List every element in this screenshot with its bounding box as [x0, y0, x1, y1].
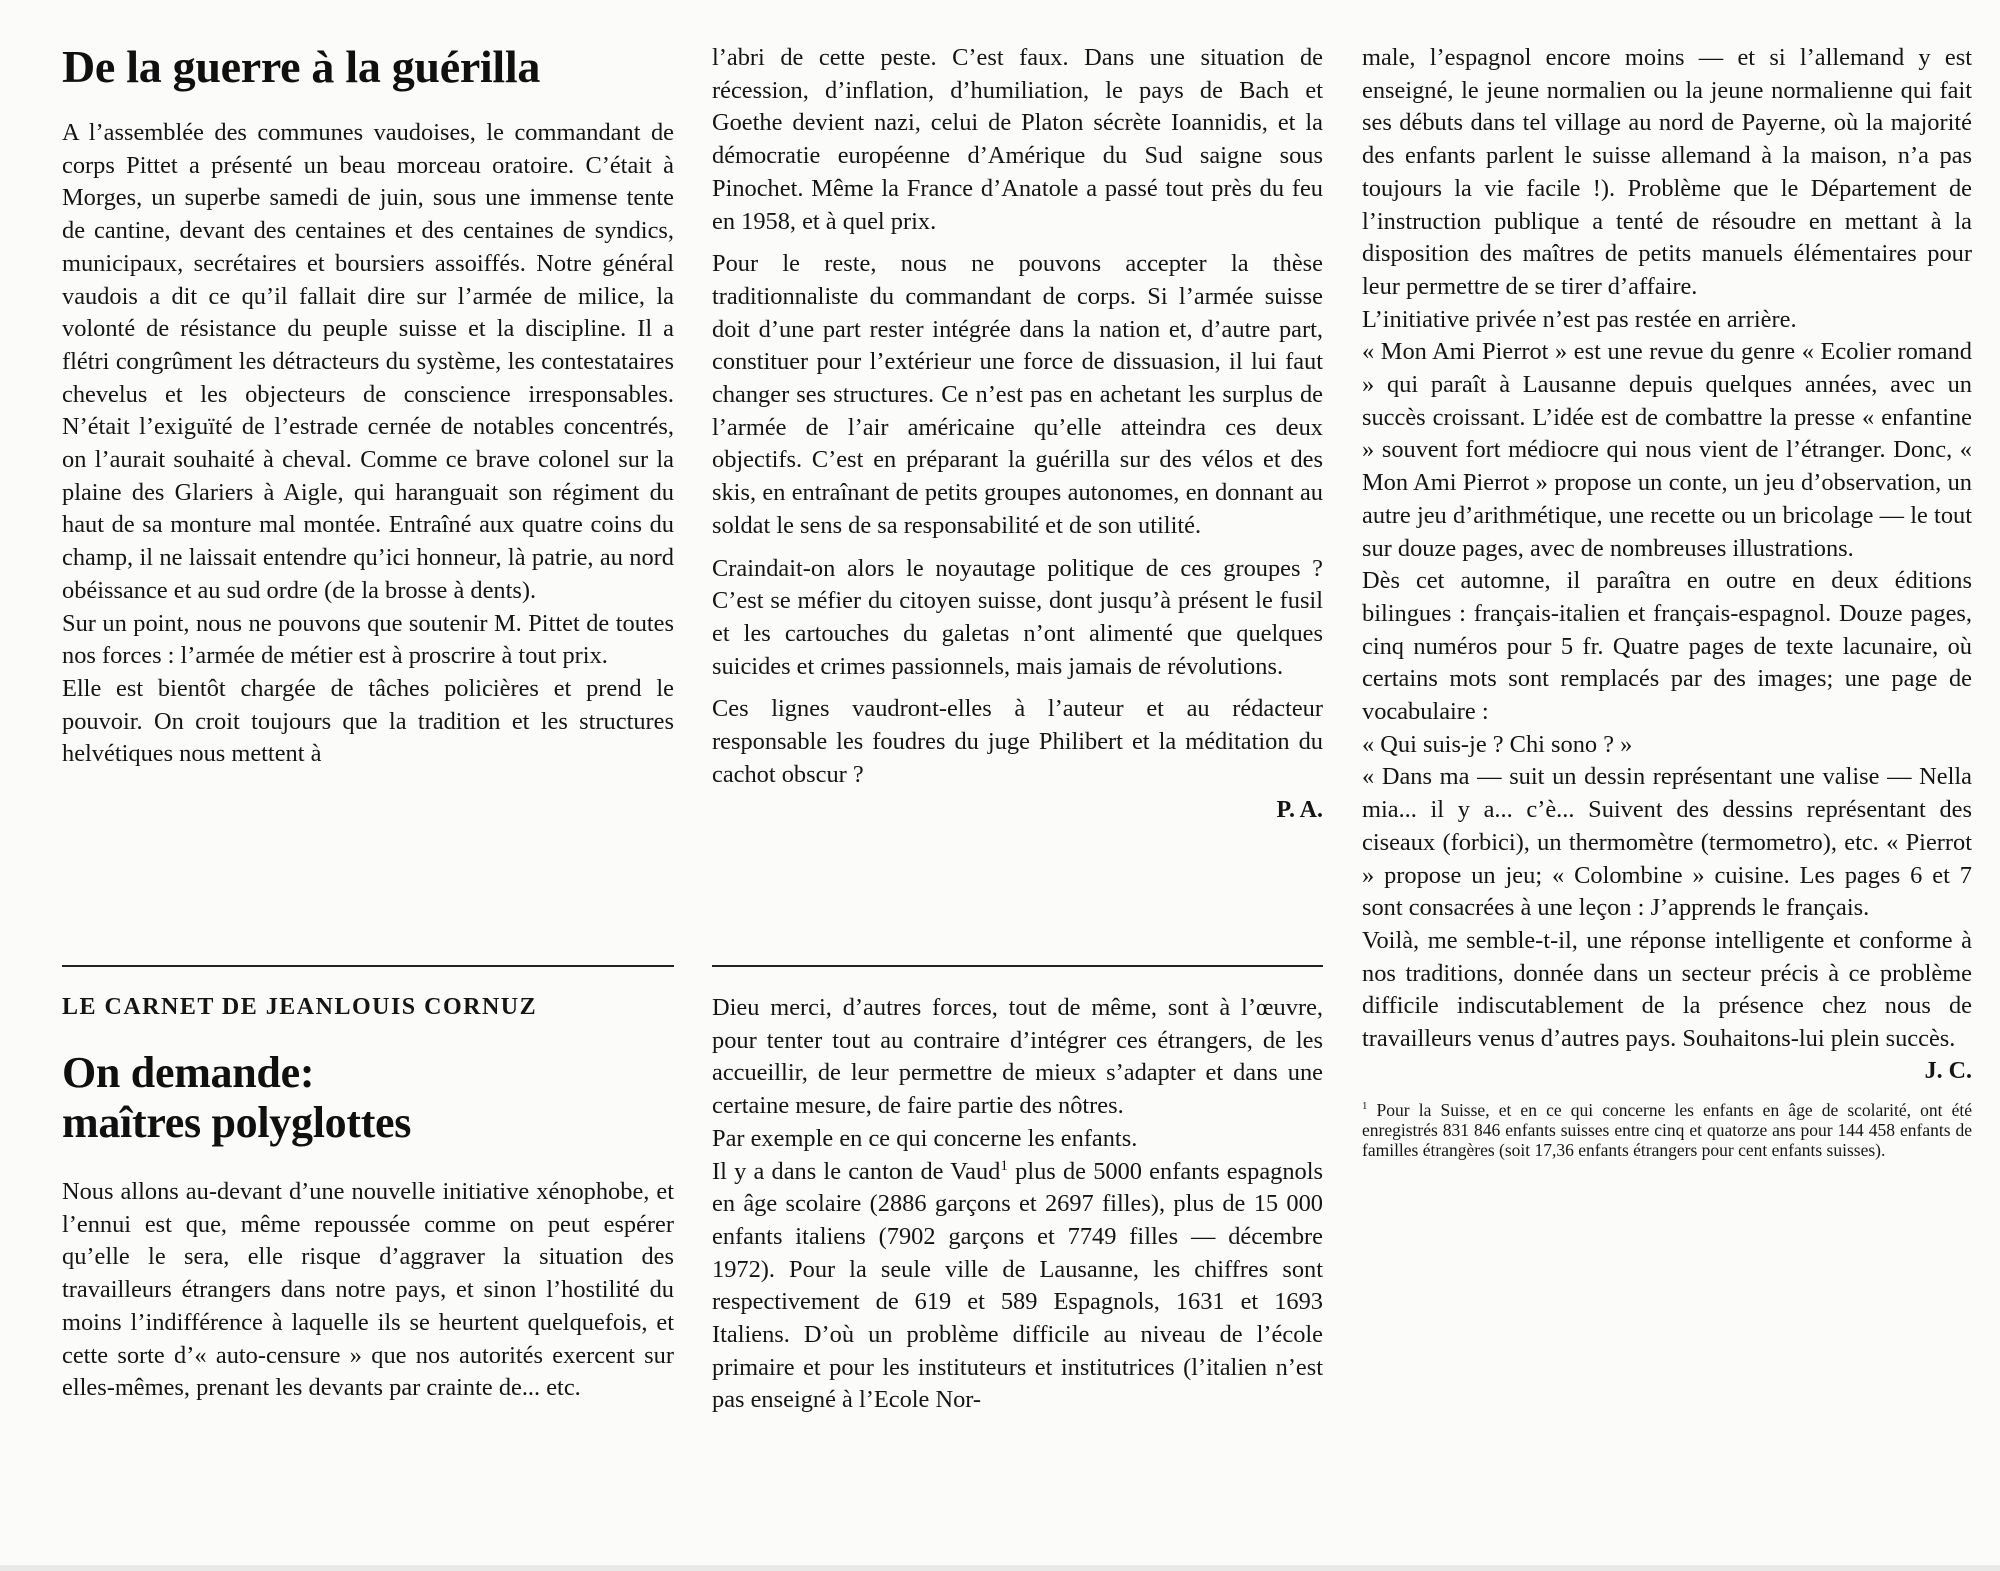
article1-signature: P. A. — [1276, 797, 1323, 824]
article2-column-middle — [712, 992, 1323, 1417]
paragraph-rest: plus de 5000 enfants espagnols en âge scolaire (2886 garçons et 2697 filles), plus de 15 000 enfants italiens (7902 garçons et 7749 filles — décembre 1972). Pour la seule ville de Lausanne, les chiffres sont respectivement de 619 et 589 Espagnols, 1631 et 1693 Italiens. D’où un problème difficile au niveau de l’école primaire et pour les instituteurs et institutrices (l’italien n’est pas enseigné à l’Ecole Nor- — [712, 1157, 1324, 1414]
footnote — [1362, 1100, 1972, 1160]
article2-title — [62, 1048, 674, 1148]
footnote-reference[interactable]: 1 — [1000, 1157, 1008, 1174]
article2-column-left — [62, 992, 674, 1405]
paragraph — [712, 1156, 1323, 1418]
paragraph: Ces lignes vaudront-elles à l’auteur et au rédacteur responsable les foudres du juge Philibert et la méditation du cachot obscur ? — [712, 695, 1323, 788]
paragraph: l’abri de cette peste. C’est faux. Dans une situation de récession, d’inflation, d’humiliation, le pays de Bach et Goethe devient nazi, celui de Platon sécrète Ioannidis, et la démocratie européenne d’Amérique du Sud saigne sous Pinochet. Même la France d’Anatole a passé tout près du feu en 1958, et à quel prix. — [712, 44, 1323, 235]
article2-kicker: LE CARNET DE JEANLOUIS CORNUZ — [62, 994, 538, 1020]
paragraph: Elle est bientôt chargée de tâches policières et prend le pouvoir. On croit toujours que la tradition et les structures helvétiques nous mettent à — [62, 674, 674, 768]
column-right — [1362, 42, 1972, 1160]
article2-body-col2 — [712, 992, 1323, 1417]
paragraph: Nous allons au-devant d’une nouvelle initiative xénophobe, et l’ennui est que, même repoussée comme on peut espérer qu’elle le sera, elle risque d’aggraver la situation des travailleurs étrangers dans notre pays, et sinon l’hostilité du moins l’indifférence à laquelle ils se heurtent quelquefois, et cette sorte d’« auto-censure » que nos autorités exercent sur elles-mêmes, prenant les devants par crainte de... etc. — [62, 1178, 674, 1402]
article1-body-col1 — [62, 117, 674, 771]
article2-body-col3 — [1362, 42, 1972, 1056]
paragraph: « Dans ma — suit un dessin représentant une valise — Nella mia... il y a... c’è... Suivent des dessins représentant des ciseaux (forbici), un thermomètre (termometro), etc. « Pierrot » propose un jeu; « Colombine » cuisine. Les pages 6 et 7 sont consacrées à une leçon : J’apprends le français. — [1362, 763, 1972, 922]
paragraph: Craindait-on alors le noyautage politique de ces groupes ? C’est se méfier du citoyen suisse, dont jusqu’à présent le fusil et les cartouches du galetas n’ont alimenté que quelques suicides et crimes passionnels, mais jamais de révolutions. — [712, 554, 1323, 680]
article2-title-line1: On demande: — [62, 1048, 315, 1097]
article-divider-middle — [712, 965, 1323, 967]
article-divider-left — [62, 965, 674, 967]
paragraph: Voilà, me semble-t-il, une réponse intelligente et conforme à nos traditions, donnée dans un secteur précis à ce problème difficile indiscutablement de la présence chez nous de travailleurs venus d’autres pays. Souhaitons-lui plein succès. — [1362, 926, 1972, 1053]
paragraph: Sur un point, nous ne pouvons que soutenir M. Pittet de toutes nos forces : l’armée de métier est à proscrire à tout prix. — [62, 609, 674, 670]
footnote-mark: 1 — [1362, 1099, 1368, 1112]
paragraph: L’initiative privée n’est pas restée en arrière. — [1362, 305, 1797, 333]
paragraph: « Qui suis-je ? Chi sono ? » — [1362, 730, 1633, 758]
paragraph: Dès cet automne, il paraîtra en outre en deux éditions bilingues : français-italien et français-espagnol. Douze pages, cinq numéros pour 5 fr. Quatre pages de texte lacunaire, où certains mots sont remplacés par des images; une page de vocabulaire : — [1362, 567, 1972, 726]
paragraph: Dieu merci, d’autres forces, tout de même, sont à l’œuvre, pour tenter tout au contraire d’intégrer ces étrangers, de les accueillir, de leur permettre de mieux s’adapter et dans une certaine mesure, de faire partie des nôtres. — [712, 994, 1323, 1120]
article2-body-col1 — [62, 1176, 674, 1405]
scan-bottom-edge — [0, 1565, 2000, 1571]
article1-title: De la guerre à la guérilla — [62, 41, 541, 92]
article2-signature: J. C. — [1924, 1057, 1972, 1084]
article1-body-col2 — [712, 42, 1323, 791]
paragraph-start: Il y a dans le canton de Vaud — [712, 1157, 1001, 1185]
footnote-text: Pour la Suisse, et en ce qui concerne les enfants en âge de scolarité, ont été enregistrés 831 846 enfants suisses entre cinq et quatorze ans pour 144 458 enfants de familles étrangères (soit 17,36 enfants étrangers pour cent enfants suisses). — [1362, 1099, 1972, 1160]
paragraph: male, l’espagnol encore moins — et si l’allemand y est enseigné, le jeune normalien ou la jeune normalienne qui fait ses débuts dans tel village au nord de Payerne, où la majorité des enfants parlent le suisse allemand à la maison, n’a pas toujours la vie facile !). Problème que le Département de l’instruction publique a tenté de résoudre en mettant à la disposition des maîtres de petits manuels élémentaires pour leur permettre de se tirer d’affaire. — [1362, 44, 1972, 300]
column-left — [62, 40, 674, 771]
paragraph: Par exemple en ce qui concerne les enfants. — [712, 1124, 1138, 1152]
paragraph: « Mon Ami Pierrot » est une revue du genre « Ecolier romand » qui paraît à Lausanne depuis quelques années, avec un succès croissant. L’idée est de combattre la presse « enfantine » souvent fort médiocre qui nous vient de l’étranger. Donc, « Mon Ami Pierrot » propose un conte, un jeu d’observation, un autre jeu d’arithmétique, une recette ou un bricolage — le tout sur douze pages, avec de nombreuses illustrations. — [1362, 338, 1972, 562]
column-middle — [712, 42, 1323, 825]
article2-title-line2: maîtres polyglottes — [62, 1098, 412, 1147]
paragraph: A l’assemblée des communes vaudoises, le commandant de corps Pittet a présenté un beau morceau oratoire. C’était à Morges, un superbe samedi de juin, sous une immense tente de cantine, devant des centaines et des centaines de syndics, municipaux, secrétaires et boursiers assoiffés. Notre général vaudois a dit ce qu’il fallait dire sur l’armée de milice, la volonté de résistance du peuple suisse et la discipline. Il a flétri congrûment les détracteurs du système, les contestataires chevelus et les objecteurs de conscience irresponsables. N’était l’exiguïté de l’estrade cernée de notables concentrés, on l’aurait souhaité à cheval. Comme ce brave colonel sur la plaine des Glariers à Aigle, qui haranguait son régiment du haut de sa monture mal montée. Entraîné aux quatre coins du champ, il ne laissait entendre qu’ici honneur, là patrie, au nord obéissance et au sud ordre (de la brosse à dents). — [62, 119, 674, 604]
paragraph: Pour le reste, nous ne pouvons accepter la thèse traditionnaliste du commandant de corps. Si l’armée suisse doit d’une part rester intégrée dans la nation et, d’autre part, constituer pour l’extérieur une force de dissuasion, il lui faut changer ses structures. Ce n’est pas en achetant les surplus de l’armée de l’air américaine qu’elle atteindra ces deux objectifs. C’est en préparant la guérilla sur des vélos et des skis, en entraînant de petits groupes autonomes, en donnant au soldat le sens de sa responsabilité et de son utilité. — [712, 250, 1323, 539]
